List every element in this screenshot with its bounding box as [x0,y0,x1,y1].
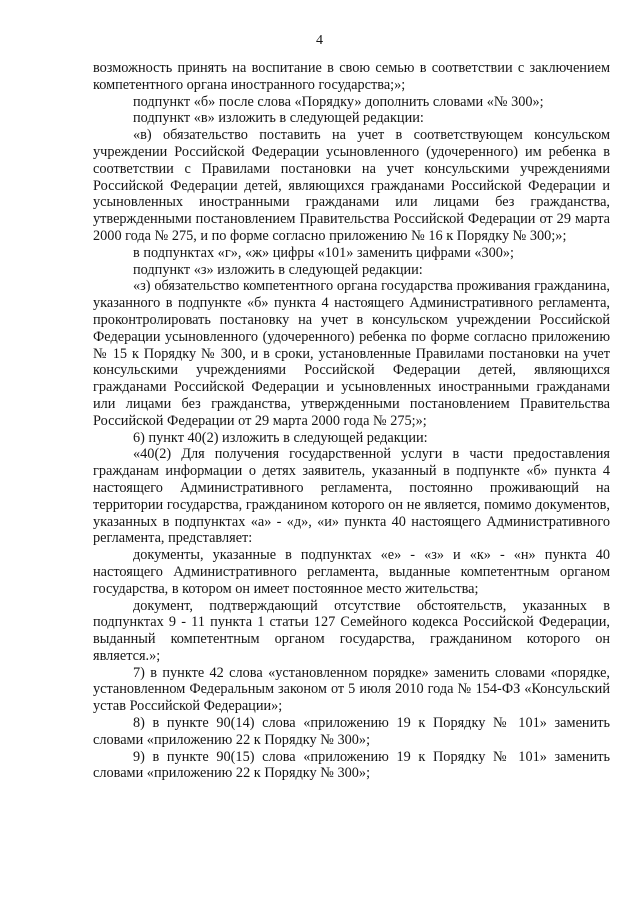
paragraph: 8) в пункте 90(14) слова «приложению 19 к Порядку № 101» заменить словами «приложению 22 к Порядку № 300»; [93,715,610,748]
paragraph: «з) обязательство компетентного органа государства проживания гражданина, указанного в подпункте «б» пункта 4 настоящего Административного регламента, проконтролировать постановку на учет в консульском учреждении Российской Федерации усыновленного (удочеренного) ребенка по форме согласно приложению № 15 к Порядку № 300, и в сроки, установленные Правилами постановки на учет консульскими учреждениями Российской Федерации детей, являющихся гражданами Российской Федерации и усыновленных иностранными гражданами или лицами без гражданства, утвержденными постановлением Правительства Российской Федерации от 29 марта 2000 года № 275;»; [93,278,610,429]
paragraph: 6) пункт 40(2) изложить в следующей редакции: [133,429,428,446]
paragraph: «40(2) Для получения государственной услуги в части предоставления гражданам информации о детях заявитель, указанный в подпункте «б» пункта 4 настоящего Административного регламента, постоянно проживающий на территории государства, гражданином которого он не является, помимо документов, указанных в подпунктах «а» - «д», «и» пункта 40 настоящего Административного регламента, представляет: [93,446,610,547]
paragraph: подпункт «в» изложить в следующей редакции: [133,110,424,127]
paragraph: 7) в пункте 42 слова «установленном порядке» заменить словами «порядке, установленном Федеральным законом от 5 июля 2010 года № 154-ФЗ «Консульский устав Российской Федерации»; [93,664,610,715]
paragraph: в подпунктах «г», «ж» цифры «101» заменить цифрами «300»; [133,244,515,261]
paragraph: подпункт «б» после слова «Порядку» дополнить словами «№ 300»; [133,93,544,110]
paragraph: «в) обязательство поставить на учет в соответствующем консульском учреждении Российской Федерации усыновленного (удочеренного) им ребенка в соответствии с Правилами постановки на учет консульскими учреждениями Российской Федерации детей, являющихся гражданами Российской Федерации и усыновленных иностранными гражданами или лицами без гражданства, утвержденными постановлением Правительства Российской Федерации от 29 марта 2000 года № 275, и по форме согласно приложению № 16 к Порядку № 300;»; [93,127,610,244]
paragraph: возможность принять на воспитание в свою семью в соответствии с заключением компетентного органа иностранного государства;»; [93,60,610,93]
paragraph: документ, подтверждающий отсутствие обстоятельств, указанных в подпунктах 9 - 11 пункта 1 статьи 127 Семейного кодекса Российской Федерации, выданный компетентным органом государства, гражданином которого он является.»; [93,597,610,664]
paragraph: 9) в пункте 90(15) слова «приложению 19 к Порядку № 101» заменить словами «приложению 22 к Порядку № 300»; [93,748,610,782]
paragraph: документы, указанные в подпунктах «е» - «з» и «к» - «н» пункта 40 настоящего Административного регламента, выданные компетентным органом государства, в котором он имеет постоянное место жительства; [93,547,610,597]
paragraph: подпункт «з» изложить в следующей редакции: [133,261,423,278]
document-body [93,60,610,782]
page-number: 4 [316,33,323,48]
